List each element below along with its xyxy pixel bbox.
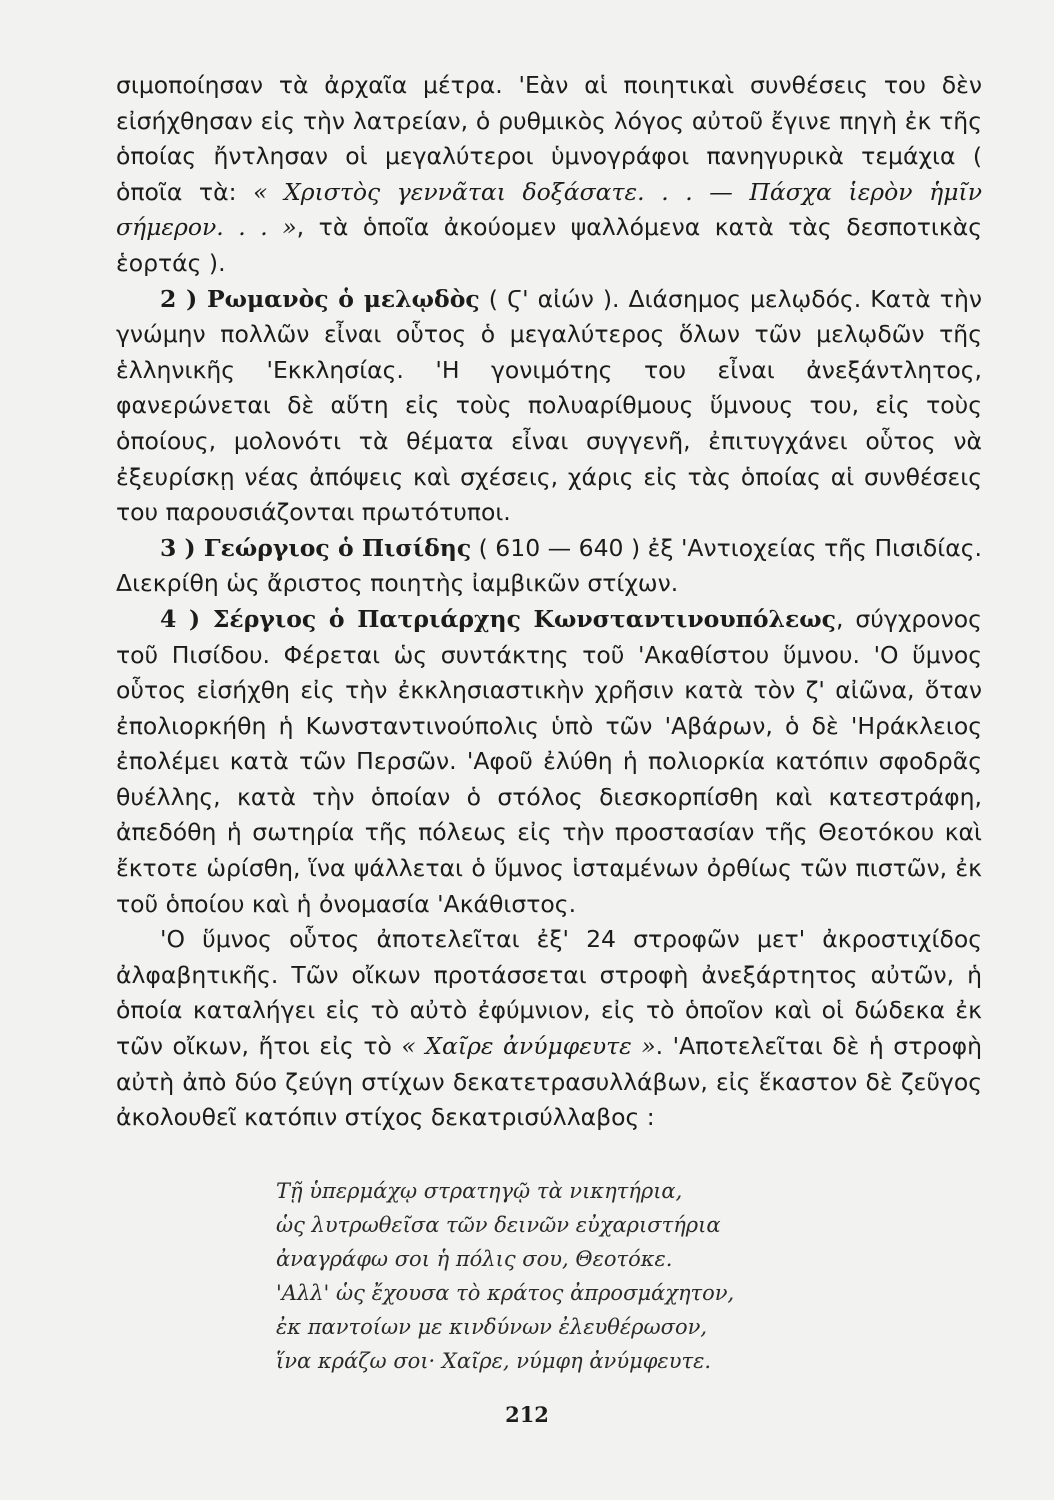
poem-line: 'Αλλ' ὡς ἔχουσα τὸ κράτος ἀπροσμάχητον, [276, 1281, 735, 1305]
paragraph-sergios: 4 ) Σέργιος ὁ Πατριάρχης Κωνσταντινουπόλεως, σύγχρονος τοῦ Πισίδου. Φέρεται ὡς συντάκτης τοῦ 'Ακαθίστου ὕμνου. 'Ο ὕμνος οὗτος εἰσήχθη εἰς τὴν ἐκκλησιαστικὴν χρῆσιν κατὰ τὸν ζ' αἰῶνα, ὅταν ἐπολιορκήθη ἡ Κωνσταντινούπολις ὑπὸ τῶν 'Αβάρων, ὁ δὲ 'Ηράκλειος ἐπολέμει κατὰ τῶν Περσῶν. 'Αφοῦ ἐλύθη ἡ πολιορκία κατόπιν σφοδρᾶς θυέλλης, κατὰ τὴν ὁποίαν ὁ στόλος διεσκορπίσθη καὶ κατεστράφη, ἀπεδόθη ἡ σωτηρία τῆς πόλεως εἰς τὴν προστασίαν τῆς Θεοτόκου καὶ ἔκτοτε ὡρίσθη, ἵνα ψάλλεται ὁ ὕμνος ἱσταμένων ὀρθίως τῶν πιστῶν, ἐκ τοῦ ὁποίου καὶ ἡ ὀνομασία 'Ακάθιστος. [116, 604, 982, 918]
page-number: 212 [505, 1402, 549, 1427]
poem-line: ἀναγράφω σοι ἡ πόλις σου, Θεοτόκε. [276, 1247, 673, 1271]
paragraph-hymn-structure: 'Ο ὕμνος οὗτος ἀποτελεῖται ἐξ' 24 στροφῶν μετ' ἀκροστιχίδος ἀλφαβητικῆς. Τῶν οἴκων προτάσσεται στροφὴ ἀνεξάρτητος αὐτῶν, ἡ ὁποία καταλήγει εἰς τὸ αὐτὸ ἐφύμνιον, εἰς τὸ ὁποῖον καὶ οἱ δώδεκα ἐκ τῶν οἴκων, ἤτοι εἰς τὸ « Χαῖρε ἀνύμφευτε ». 'Αποτελεῖται δὲ ἡ στροφὴ αὐτὴ ἀπὸ δύο ζεύγη στίχων δεκατετρασυλλάβων, εἰς ἕκαστον δὲ ζεῦγος ἀκολουθεῖ κατόπιν στίχος δεκατρισύλλαβος : [116, 925, 982, 1132]
paragraph-intro: σιμοποίησαν τὰ ἀρχαῖα μέτρα. 'Εὰν αἱ ποιητικαὶ συνθέσεις του δὲν εἰσήχθησαν εἰς τὴν λατρείαν, ὁ ρυθμικὸς λόγος αὐτοῦ ἔγινε πηγὴ ἐκ τῆς ὁποίας ἤντλησαν οἱ μεγαλύτεροι ὑμνογράφοι πανηγυρικὰ τεμάχια ( ὁποῖα τὰ: « Χριστὸς γεννᾶται δοξάσατε. . . — Πάσχα ἱερὸν ἡμῖν σήμερον. . . », τὰ ὁποῖα ἀκούομεν ψαλλόμενα κατὰ τὰς δεσποτικὰς ἑορτάς ). [116, 71, 982, 277]
poem-line: ἐκ παντοίων με κινδύνων ἐλευθέρωσον, [276, 1315, 708, 1339]
item-number: 3 ) [160, 533, 204, 562]
paragraph-georgios: 3 ) Γεώργιος ὁ Πισίδης ( 610 — 640 ) ἐξ 'Αντιοχείας τῆς Πισιδίας. Διεκρίθη ὡς ἄριστος ποιητὴς ἰαμβικῶν στίχων. [116, 533, 982, 598]
heading-sergios: Σέργιος ὁ Πατριάρχης Κωνσταντινουπόλεως [212, 604, 836, 633]
paragraph-romanos: 2 ) Ρωμανὸς ὁ μελῳδὸς ( Ϛ' αἰών ). Διάσημος μελῳδός. Κατὰ τὴν γνώμην πολλῶν εἶναι οὗτος ὁ μεγαλύτερος ὅλων τῶν μελῳδῶν τῆς ἑλληνικῆς 'Εκκλησίας. 'Η γονιμότης του εἶναι ἀνεξάντλητος, φανερώνεται δὲ αὕτη εἰς τοὺς πολυαρίθμους ὕμνους του, εἰς τοὺς ὁποίους, μολονότι τὰ θέματα εἶναι συγγενῆ, ἐπιτυγχάνει οὗτος νὰ ἐξευρίσκῃ νέας ἀπόψεις καὶ σχέσεις, χάρις εἰς τὰς ὁποίας αἱ συνθέσεις του παρουσιάζονται πρωτότυποι. [116, 284, 982, 527]
heading-georgios: Γεώργιος ὁ Πισίδης [203, 533, 472, 562]
poem-line: ἵνα κράζω σοι· Χαῖρε, νύμφη ἀνύμφευτε. [276, 1349, 712, 1373]
heading-romanos: Ρωμανὸς ὁ μελῳδὸς [206, 284, 480, 313]
poem-line: ὡς λυτρωθεῖσα τῶν δεινῶν εὐχαριστήρια [276, 1213, 721, 1237]
body-text [116, 68, 982, 1136]
item-number: 2 ) [160, 284, 207, 313]
poem-line: Τῇ ὑπερμάχῳ στρατηγῷ τὰ νικητήρια, [276, 1179, 683, 1203]
poem-kontakion [276, 1174, 896, 1378]
quoted-refrain: « Χαῖρε ἀνύμφευτε » [401, 1032, 656, 1061]
item-number: 4 ) [160, 604, 213, 633]
quoted-hymns: « Χριστὸς γεννᾶται δοξάσατε. . . — Πάσχα ἱερὸν ἡμῖν σήμερον. . . » [116, 177, 982, 242]
